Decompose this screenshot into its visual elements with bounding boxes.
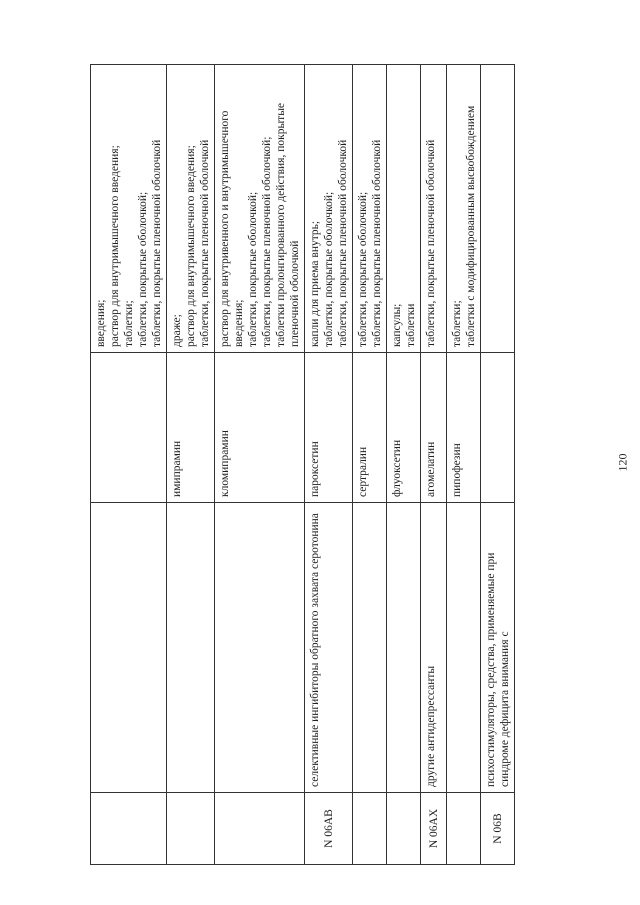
dosage-forms-cell [305, 65, 353, 353]
group-cell [215, 503, 305, 793]
dosage-forms-cell [91, 65, 167, 353]
table-row [215, 65, 305, 865]
group-cell: психостимуляторы, средства, применяемые при синдроме дефицита внимания с [481, 503, 515, 793]
group-cell [447, 503, 481, 793]
dosage-form-line: таблетки, покрытые пленочной оболочкой [337, 139, 349, 347]
dosage-form-line: таблетки; [123, 300, 135, 347]
group-cell: селективные ингибиторы обратного захвата серотонина [305, 503, 353, 793]
atc-code-cell [167, 793, 215, 865]
dosage-form-line: введения; [233, 299, 245, 347]
dosage-form-line: таблетки, покрытые пленочной оболочкой [425, 139, 437, 347]
drug-name-cell: сертралин [353, 353, 387, 503]
dosage-forms-cell [167, 65, 215, 353]
dosage-form-line: таблетки, покрытые пленочной оболочкой [199, 139, 211, 347]
drug-name-cell [91, 353, 167, 503]
dosage-form-line: таблетки, покрытые оболочкой; [247, 191, 259, 347]
atc-code-cell [353, 793, 387, 865]
drug-name-cell [481, 353, 515, 503]
dosage-form-line: введения; [95, 299, 107, 347]
atc-code-cell: N 06AX [421, 793, 447, 865]
dosage-forms-cell [387, 65, 421, 353]
drug-name-cell: флуоксетин [387, 353, 421, 503]
group-cell [91, 503, 167, 793]
atc-code-cell [447, 793, 481, 865]
drug-name-cell: имипрамин [167, 353, 215, 503]
table-row [481, 65, 515, 865]
dosage-form-line: драже; [171, 314, 183, 347]
dosage-form-line: таблетки пролонгированного действия, покрытые [275, 102, 287, 347]
drug-name-cell: пипофезин [447, 353, 481, 503]
dosage-form-line: пленочной оболочкой [289, 240, 301, 347]
atc-code-cell [387, 793, 421, 865]
table-row [167, 65, 215, 865]
dosage-form-line: таблетки, покрытые пленочной оболочкой; [261, 136, 273, 347]
drug-table [90, 64, 515, 865]
drug-name-cell: пароксетин [305, 353, 353, 503]
atc-code-cell: N 06B [481, 793, 515, 865]
table-row [353, 65, 387, 865]
table-row [421, 65, 447, 865]
table-row [447, 65, 481, 865]
drug-name-cell: агомелатин [421, 353, 447, 503]
atc-code-cell [215, 793, 305, 865]
table-row [387, 65, 421, 865]
table-row [305, 65, 353, 865]
dosage-form-line: таблетки; [451, 300, 463, 347]
rotated-page [90, 65, 635, 865]
group-cell: другие антидепрессанты [421, 503, 447, 793]
dosage-form-line: раствор для внутримышечного введения; [109, 145, 121, 347]
dosage-forms-cell [421, 65, 447, 353]
dosage-form-line: раствор для внутривенного и внутримышечного [219, 110, 231, 347]
dosage-forms-cell [215, 65, 305, 353]
dosage-form-line: таблетки, покрытые оболочкой; [323, 191, 335, 347]
dosage-forms-cell [481, 65, 515, 353]
dosage-form-line: таблетки, покрытые пленочной оболочкой [151, 139, 163, 347]
dosage-form-line: капсулы; [391, 303, 403, 347]
dosage-form-line: таблетки, покрытые оболочкой; [137, 191, 149, 347]
group-cell [387, 503, 421, 793]
dosage-form-line: таблетки, покрытые пленочной оболочкой [371, 139, 383, 347]
page-number: 120 [615, 453, 630, 472]
dosage-form-line: капли для приема внутрь; [309, 220, 321, 347]
atc-code-cell [91, 793, 167, 865]
dosage-form-line: таблетки с модифицированным высвобождением [465, 105, 477, 347]
group-cell [353, 503, 387, 793]
group-cell [167, 503, 215, 793]
dosage-forms-cell [447, 65, 481, 353]
atc-code-cell: N 06AB [305, 793, 353, 865]
dosage-form-line: таблетки, покрытые оболочкой; [357, 191, 369, 347]
drug-name-cell: кломипрамин [215, 353, 305, 503]
dosage-form-line: раствор для внутримышечного введения; [185, 145, 197, 347]
dosage-forms-cell [353, 65, 387, 353]
table-row [91, 65, 167, 865]
dosage-form-line: таблетки [405, 303, 417, 347]
